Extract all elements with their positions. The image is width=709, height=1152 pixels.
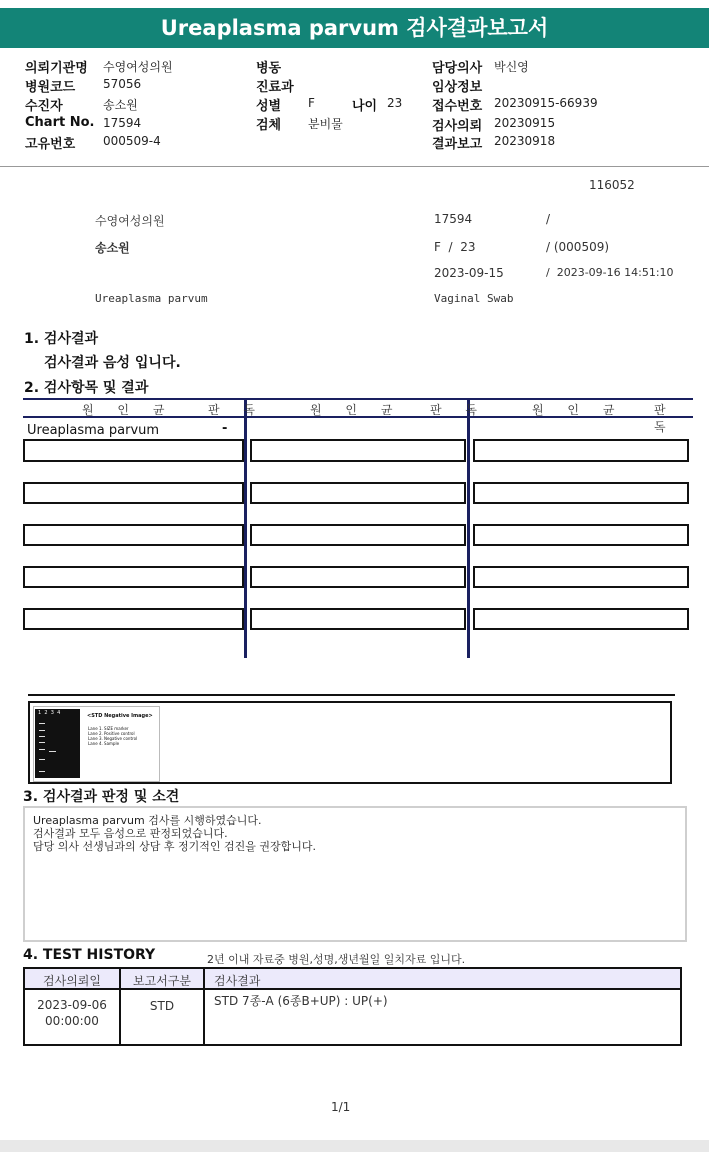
header-value: 수영여성의원 [103,60,173,74]
column-header-result: 판 독 [208,403,265,417]
section1-title: 1. 검사결과 [24,331,99,347]
header-label: 임상정보 [432,80,483,95]
gel-title: <STD Negative Image> [87,713,153,719]
gel-top-rule [28,694,675,696]
result-field [250,524,466,546]
info-clinic: 수영여성의원 [95,214,165,228]
page-number: 1/1 [331,1100,351,1114]
header-label: Chart No. [25,115,95,130]
result-field [23,566,244,588]
history-row-type: STD [149,999,175,1013]
header-value: 20230915-66939 [494,96,598,110]
column-header-organism: 원 인 균 [310,403,403,417]
history-column-divider [203,967,205,1046]
header-label: 진료과 [256,80,294,95]
info-specimen: Vaginal Swab [434,292,514,305]
header-label: 검체 [256,118,282,133]
header-value: 20230918 [494,134,556,148]
history-header-result: 검사결과 [214,974,261,988]
report-code: 116052 [589,178,635,192]
header-label: 의뢰기관명 [25,61,88,76]
gel-lane-numbers: 1 2 3 4 [38,710,61,716]
info-chart: 17594 [434,212,473,226]
header-label: 결과보고 [432,137,483,152]
report-title: Ureaplasma parvum 검사결과보고서 [0,8,709,48]
gel-legend [88,726,137,746]
header-label: 나이 [352,99,378,114]
header-value: 000509-4 [103,134,161,148]
header-label: 성별 [256,99,282,114]
table-column-divider [467,398,470,658]
history-note: 2년 이내 자료중 병원,성명,생년월일 일치자료 입니다. [207,953,466,966]
header-value: 박신영 [494,60,529,74]
result-field [473,608,689,630]
gel-lanes-image [35,709,80,778]
result-field [473,524,689,546]
organism-name: Ureaplasma parvum [27,423,160,438]
column-header-result: 판 독 [654,403,676,434]
header-value: 20230915 [494,116,556,130]
result-field [250,566,466,588]
history-row-time: 00:00:00 [45,1014,99,1028]
section2-title: 2. 검사항목 및 결과 [24,380,149,396]
result-field [23,439,244,462]
header-value: 17594 [103,116,142,130]
history-header-type: 보고서구분 [133,974,191,988]
gel-legend-item: Lane 2. Positive control [88,731,135,736]
column-header-result: 판 독 [430,403,487,417]
header-label: 수진자 [25,99,63,114]
result-field [250,439,466,462]
history-header-date: 검사의뢰일 [43,974,101,988]
gel-legend-item: Lane 4. Sample [88,741,120,746]
gel-legend-item: Lane 3. Negative control [88,736,138,741]
result-field [250,482,466,504]
header-label: 고유번호 [25,137,76,152]
history-row-result: STD 7종-A (6종B+UP) : UP(+) [214,994,388,1008]
column-header-organism: 원 인 균 [532,403,625,417]
info-test: Ureaplasma parvum [95,292,208,305]
section1-result: 검사결과 음성 입니다. [44,355,181,371]
section3-title: 3. 검사결과 판정 및 소견 [23,789,180,805]
table-column-divider [244,398,247,658]
result-field [23,482,244,504]
info-date-reported: / 2023-09-16 14:51:10 [546,266,674,279]
header-value: 송소원 [103,98,138,112]
header-label: 검사의뢰 [432,119,483,134]
gel-legend-item: Lane 1. SIZE marker [88,726,129,731]
findings-line: 검사결과 모두 음성으로 판정되었습니다. [33,827,228,840]
header-label: 접수번호 [432,99,483,114]
column-header-organism: 원 인 균 [82,403,175,417]
header-label: 병원코드 [25,80,76,95]
info-separator: / [546,212,551,226]
findings-line: 담당 의사 선생님과의 상담 후 정기적인 검진을 권장합니다. [33,840,316,853]
header-value: 57056 [103,77,142,91]
result-field [23,608,244,630]
section4-title: 4. TEST HISTORY [23,947,156,963]
result-field [23,524,244,546]
header-label: 담당의사 [432,61,483,76]
result-field [250,608,466,630]
header-value: 23 [387,96,403,110]
findings-line: Ureaplasma parvum 검사를 시행하였습니다. [33,814,262,827]
history-row-date: 2023-09-06 [37,998,107,1012]
info-id: / (000509) [546,240,610,254]
result-field [473,482,689,504]
info-sex-age: F / 23 [434,240,476,254]
result-field [473,439,689,462]
info-name: 송소원 [95,241,130,255]
header-value: F [308,96,315,110]
organism-result: - [222,421,228,436]
info-date-received: 2023-09-15 [434,266,504,280]
page-bottom-bar [0,1140,709,1152]
result-field [473,566,689,588]
table-top-border [23,398,693,400]
header-label: 병동 [256,61,282,76]
header-value: 분비물 [308,117,343,131]
